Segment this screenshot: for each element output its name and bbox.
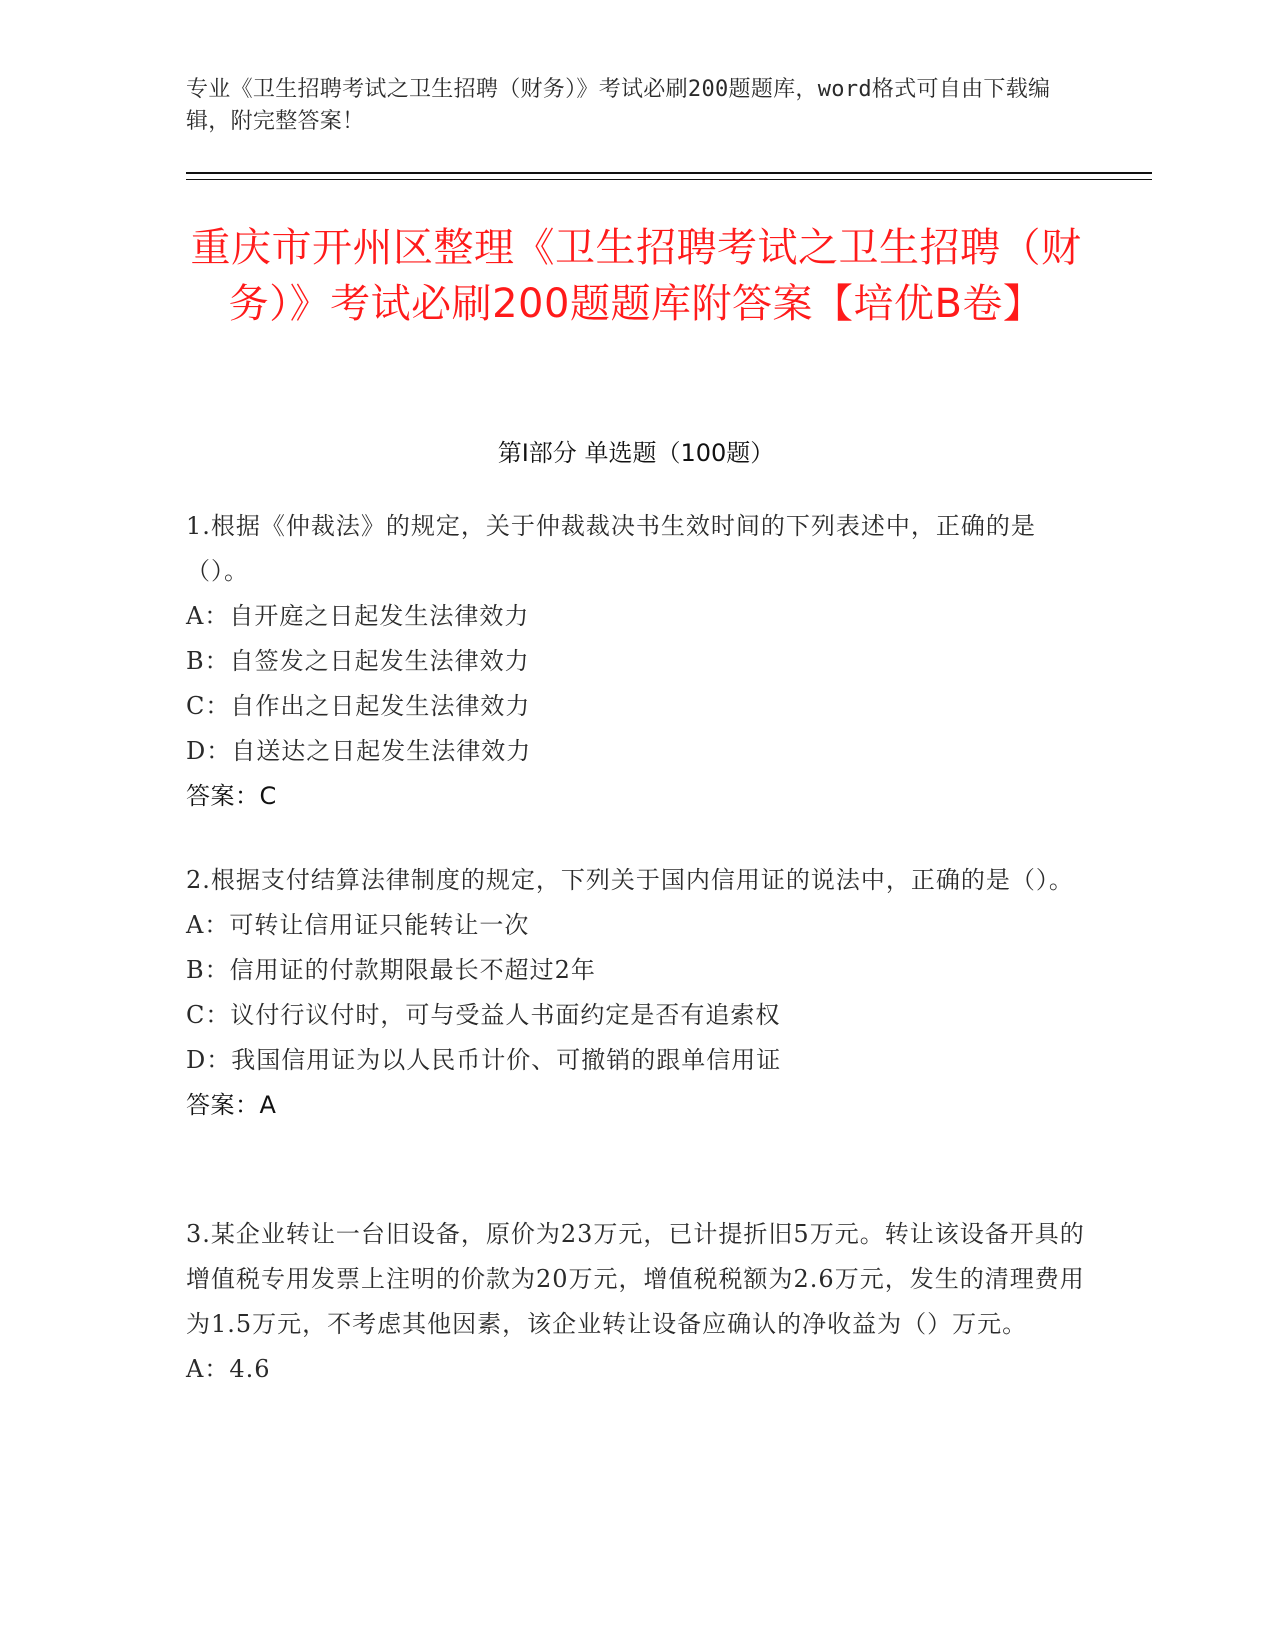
question-stem: 2.根据支付结算法律制度的规定，下列关于国内信用证的说法中，正确的是（）。 [186, 866, 1074, 894]
option-a: A：4.6 [186, 1355, 271, 1383]
option-c: C：自作出之日起发生法律效力 [186, 692, 531, 720]
option-d: D：自送达之日起发生法律效力 [186, 737, 532, 765]
option-a: A：自开庭之日起发生法律效力 [186, 602, 530, 630]
option-b: B：自签发之日起发生法律效力 [186, 647, 530, 675]
header-note: 专业《卫生招聘考试之卫生招聘（财务）》考试必刷200题题库，word格式可自由下载编辑，附完整答案！ [186, 77, 1051, 134]
header-divider-thin [186, 179, 1152, 180]
question-1 [186, 504, 1086, 819]
answer: 答案：A [186, 1091, 277, 1119]
option-c: C：议付行议付时，可与受益人书面约定是否有追索权 [186, 1001, 781, 1029]
answer: 答案：C [186, 782, 277, 810]
question-stem: 3.某企业转让一台旧设备，原价为23万元，已计提折旧5万元。转让该设备开具的增值税专用发票上注明的价款为20万元，增值税税额为2.6万元，发生的清理费用为1.5万元，不考虑其他因素，该企业转让设备应确认的净收益为（）万元。 [186, 1220, 1085, 1338]
question-3 [186, 1212, 1086, 1392]
document-title: 重庆市开州区整理《卫生招聘考试之卫生招聘（财务）》考试必刷200题题库附答案【培优B卷】 [190, 225, 1082, 327]
option-a: A：可转让信用证只能转让一次 [186, 911, 530, 939]
question-2 [186, 858, 1086, 1128]
option-d: D：我国信用证为以人民币计价、可撤销的跟单信用证 [186, 1046, 782, 1074]
header-divider-thick [186, 172, 1152, 174]
option-b: B：信用证的付款期限最长不超过2年 [186, 956, 596, 984]
question-stem: 1.根据《仲裁法》的规定，关于仲裁裁决书生效时间的下列表述中，正确的是（）。 [186, 512, 1036, 585]
section-title: 第Ⅰ部分 单选题（100题） [497, 439, 775, 467]
